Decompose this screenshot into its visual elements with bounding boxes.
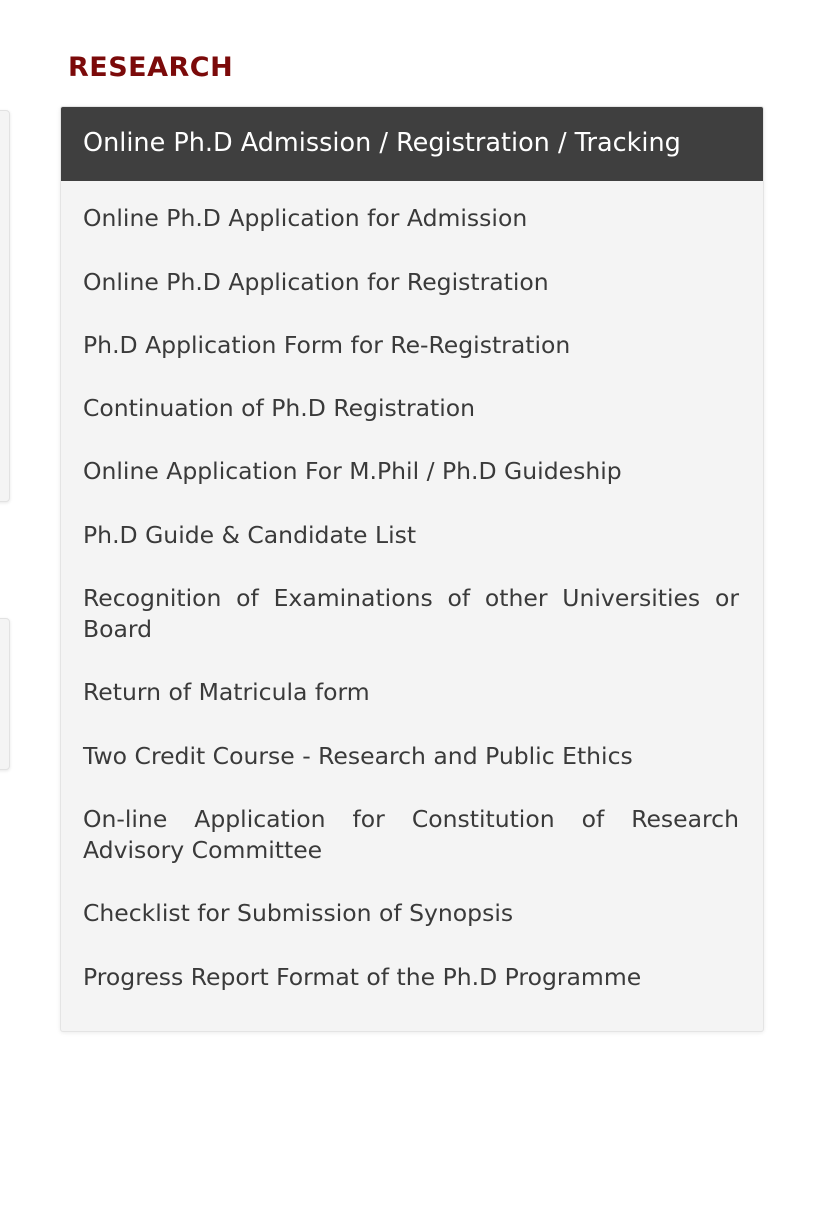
list-item[interactable]: Recognition of Examinations of other Universities or Board (83, 583, 739, 644)
list-item[interactable]: Two Credit Course - Research and Public Ethics (83, 741, 633, 770)
panel-header-online-phd[interactable]: Online Ph.D Admission / Registration / Tracking (61, 107, 763, 181)
research-links-list (61, 181, 763, 1031)
list-item[interactable]: Online Application For M.Phil / Ph.D Guideship (83, 457, 622, 486)
page-title: RESEARCH (68, 52, 234, 83)
list-item[interactable]: Ph.D Application Form for Re-Registration (83, 330, 571, 359)
list-item[interactable]: Online Ph.D Application for Admission (83, 204, 528, 233)
list-item[interactable]: Checklist for Submission of Synopsis (83, 899, 514, 928)
list-item[interactable]: Progress Report Format of the Ph.D Programme (83, 962, 642, 991)
list-item[interactable]: Continuation of Ph.D Registration (83, 394, 476, 423)
list-item[interactable]: Online Ph.D Application for Registration (83, 267, 549, 296)
list-item[interactable]: On-line Application for Constitution of Research Advisory Committee (83, 804, 739, 865)
list-item[interactable]: Ph.D Guide & Candidate List (83, 520, 417, 549)
list-item[interactable]: Return of Matricula form (83, 678, 370, 707)
research-links-panel (60, 106, 764, 1032)
left-edge-panel-bottom (0, 618, 10, 770)
left-edge-panel-top (0, 110, 10, 502)
